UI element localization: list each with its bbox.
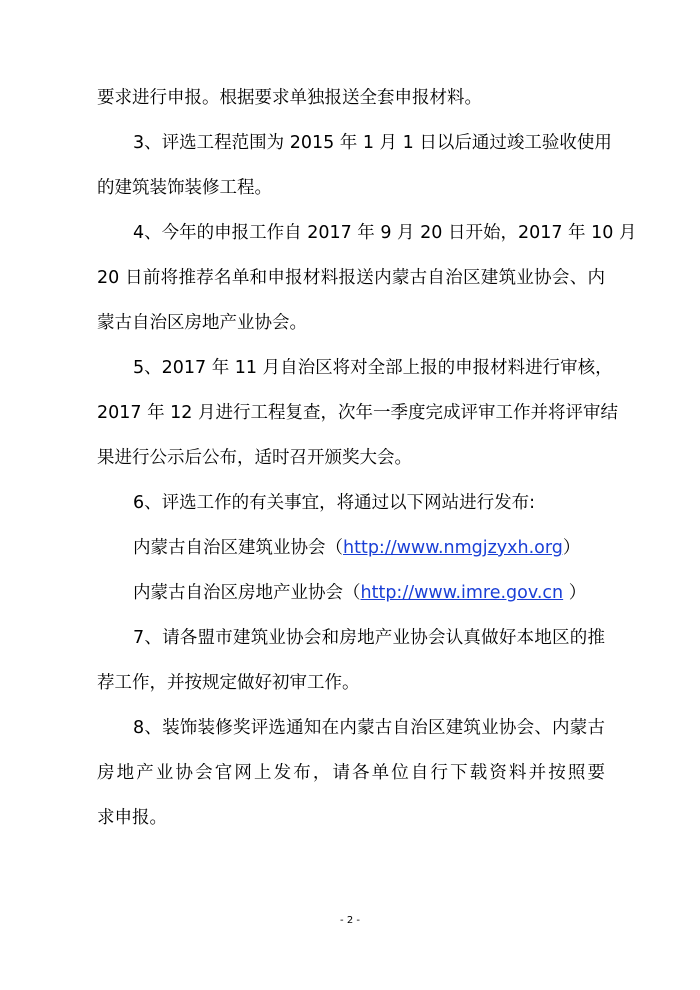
paragraph-5-line-2: 2017 年 12 月进行工程复查，次年一季度完成评审工作并将评审结: [97, 403, 618, 423]
paragraph-8-line-1: 8、装饰装修奖评选通知在内蒙古自治区建筑业协会、内蒙古: [133, 718, 605, 738]
website-line-2: [133, 581, 586, 605]
website-1-close: ）: [562, 538, 581, 558]
paragraph-4-line-2: 20 日前将推荐名单和申报材料报送内蒙古自治区建筑业协会、内: [97, 268, 605, 288]
website-1-link[interactable]: http://www.nmgjzyxh.org: [343, 538, 563, 558]
paragraph-8-line-3: 求申报。: [97, 808, 167, 828]
paragraph-5-line-1: 5、2017 年 11 月自治区将对全部上报的申报材料进行审核，: [133, 358, 613, 378]
website-2-close: ）: [563, 583, 587, 603]
paragraph-3-line-2: 的建筑装饰装修工程。: [97, 178, 272, 198]
paragraph-8-line-2: 房地产业协会官网上发布，请各单位自行下载资料并按照要: [97, 763, 605, 783]
website-2-link[interactable]: http://www.imre.gov.cn: [360, 583, 564, 603]
paragraph-4-line-3: 蒙古自治区房地产业协会。: [97, 313, 307, 333]
paragraph-7-line-2: 荐工作，并按规定做好初审工作。: [97, 673, 360, 693]
paragraph-continuation: 要求进行申报。根据要求单独报送全套申报材料。: [97, 88, 482, 108]
paragraph-4-line-1: 4、今年的申报工作自 2017 年 9 月 20 日开始，2017 年 10 月: [133, 223, 637, 243]
website-2-name: 内蒙古自治区房地产业协会（: [133, 583, 361, 603]
website-1-name: 内蒙古自治区建筑业协会（: [133, 538, 343, 558]
paragraph-5-line-3: 果进行公示后公布，适时召开颁奖大会。: [97, 448, 412, 468]
website-line-1: [133, 536, 580, 560]
paragraph-3-line-1: 3、评选工程范围为 2015 年 1 月 1 日以后通过竣工验收使用: [133, 133, 612, 153]
page-number: - 2 -: [340, 915, 360, 926]
paragraph-6-line-1: 6、评选工作的有关事宜，将通过以下网站进行发布:: [133, 493, 536, 513]
paragraph-7-line-1: 7、请各盟市建筑业协会和房地产业协会认真做好本地区的推: [133, 628, 605, 648]
